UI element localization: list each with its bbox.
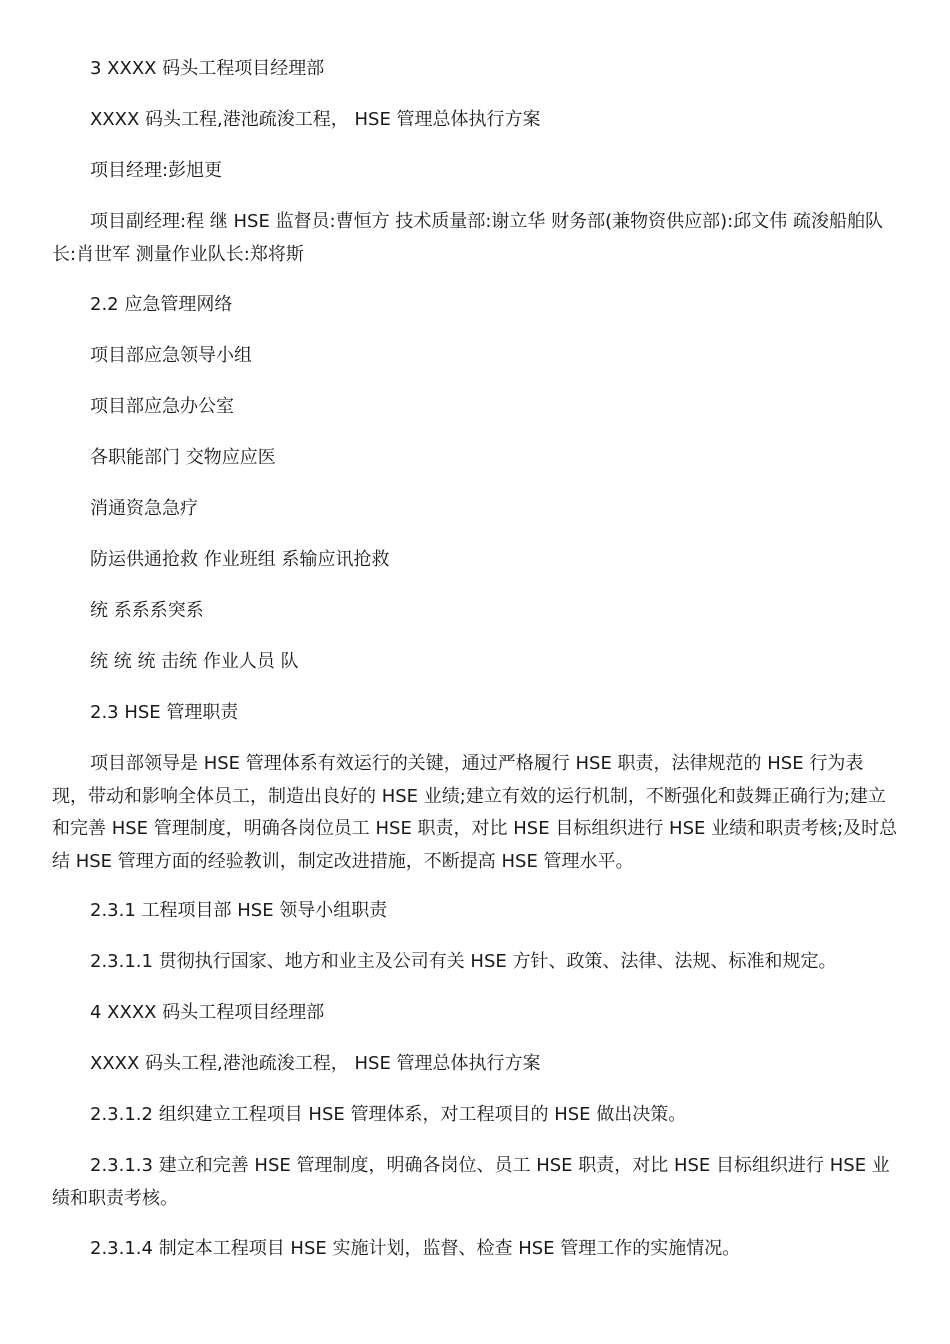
- staff-list: 项目副经理:程 继 HSE 监督员:曹恒方 技术质量部:谢立华 财务部(兼物资供应部):邱文伟 疏浚船舶队长:肖世军 测量作业队长:郑将斯: [52, 211, 883, 265]
- item-2-3-1-4: 2.3.1.4 制定本工程项目 HSE 实施计划，监督、检查 HSE 管理工作的实施情况。: [90, 1238, 741, 1259]
- org-line-5: 防运供通抢救 作业班组 系输应讯抢救: [90, 549, 390, 570]
- org-line-3: 各职能部门 交物应应医: [90, 447, 276, 468]
- plan-title-1: XXXX 码头工程,港池疏浚工程， HSE 管理总体执行方案: [90, 109, 541, 130]
- org-line-4: 消通资急急疗: [90, 498, 198, 519]
- org-line-1: 项目部应急领导小组: [90, 345, 252, 366]
- org-line-2: 项目部应急办公室: [90, 396, 234, 417]
- section-2-3-heading: 2.3 HSE 管理职责: [90, 702, 239, 723]
- item-2-3-1-2: 2.3.1.2 组织建立工程项目 HSE 管理体系，对工程项目的 HSE 做出决策。: [90, 1104, 687, 1125]
- item-2-3-1-3: 2.3.1.3 建立和完善 HSE 管理制度，明确各岗位、员工 HSE 职责，对比 HSE 目标组织进行 HSE 业绩和职责考核。: [52, 1155, 890, 1209]
- item-2-3-1-1: 2.3.1.1 贯彻执行国家、地方和业主及公司有关 HSE 方针、政策、法律、法规、标准和规定。: [90, 951, 837, 972]
- section-2-3-1-heading: 2.3.1 工程项目部 HSE 领导小组职责: [90, 900, 388, 921]
- org-line-6: 统 系系系突系: [90, 600, 204, 621]
- page-header-2: 4 XXXX 码头工程项目经理部: [90, 1002, 325, 1023]
- page-header-1: 3 XXXX 码头工程项目经理部: [90, 58, 325, 79]
- project-manager: 项目经理:彭旭更: [90, 160, 223, 181]
- plan-title-2: XXXX 码头工程,港池疏浚工程， HSE 管理总体执行方案: [90, 1053, 541, 1074]
- section-2-2-heading: 2.2 应急管理网络: [90, 294, 233, 315]
- section-2-3-body: 项目部领导是 HSE 管理体系有效运行的关键，通过严格履行 HSE 职责，法律规范的 HSE 行为表现，带动和影响全体员工，制造出良好的 HSE 业绩;建立有效的运行机制，不断强化和鼓舞正确行为;建立和完善 HSE 管理制度，明确各岗位员工 HSE 职责，对比 HSE 目标组织进行 HSE 业绩和职责考核;及时总结 HSE 管理方面的经验教训，制定改进措施，不断提高 HSE 管理水平。: [52, 753, 898, 872]
- org-line-7: 统 统 统 击统 作业人员 队: [90, 651, 299, 672]
